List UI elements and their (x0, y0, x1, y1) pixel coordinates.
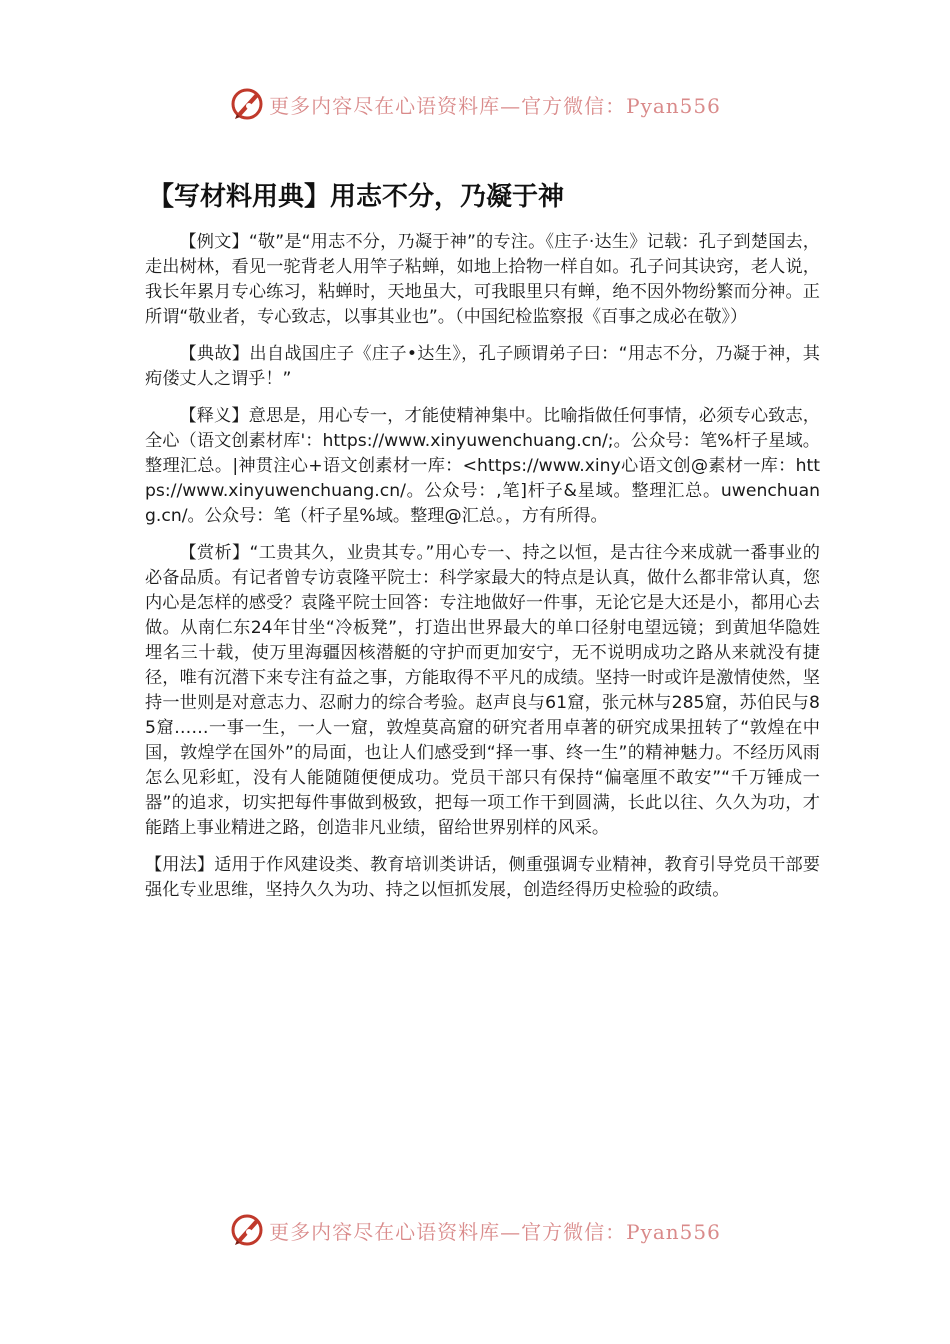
footer-banner (0, 1210, 950, 1250)
paragraph-meaning: 【释义】意思是，用心专一，才能使精神集中。比喻指做任何事情，必须专心致志，全心（语文创素材库'：https://www.xinyuwenchuang.cn/;。公众号：笔%杆子星域。整理汇总。|神贯注心+语文创素材一库：<https://www.xiny心语文创@素材一库：https://www.xinyuwenchuang.cn/。公众号：,笔]杆子&星域。整理汇总。uwenchuang.cn/。公众号：笔（杆子星%域。整理@汇总。，方有所得。 (145, 406, 820, 526)
paragraph-analysis: 【赏析】“工贵其久，业贵其专。”用心专一、持之以恒，是古往今来成就一番事业的必备品质。有记者曾专访袁隆平院士：科学家最大的特点是认真，做什么都非常认真，您内心是怎样的感受？袁隆平院士回答：专注地做好一件事，无论它是大还是小，都用心去做。从南仁东24年甘坐“冷板凳”，打造出世界最大的单口径射电望远镜；到黄旭华隐姓埋名三十载，使万里海疆因核潜艇的守护而更加安宁，无不说明成功之路从来就没有捷径，唯有沉潜下来专注有益之事，方能取得不平凡的成绩。坚持一时或许是激情使然，坚持一世则是对意志力、忍耐力的综合考验。赵声良与61窟，张元林与285窟，苏伯民与85窟……一事一生，一人一窟，敦煌莫高窟的研究者用卓著的研究成果扭转了“敦煌在中国，敦煌学在国外”的局面，也让人们感受到“择一事、终一生”的精神魅力。不经历风雨怎么见彩虹，没有人能随随便便成功。党员干部只有保持“偏毫厘不敢安”“千万锤成一器”的追求，切实把每件事做到极致，把每一项工作干到圆满，长此以往、久久为功，才能踏上事业精进之路，创造非凡业绩，留给世界别样的风采。 (145, 543, 820, 838)
banner-text: 更多内容尽在心语资料库—官方微信：Pyan556 (269, 1219, 721, 1244)
pen-in-circle-logo (229, 1212, 265, 1248)
article-title: 【写材料用典】用志不分，乃凝于神 (148, 182, 565, 212)
pen-in-circle-logo (229, 86, 265, 122)
paragraph-usage: 【用法】适用于作风建设类、教育培训类讲话，侧重强调专业精神，教育引导党员干部要强化专业思维，坚持久久为功、持之以恒抓发展，创造经得历史检验的政绩。 (145, 855, 820, 900)
article-body (145, 230, 820, 915)
paragraph-origin: 【典故】出自战国庄子《庄子•达生》，孔子顾谓弟子曰：“用志不分，乃凝于神，其痀偻丈人之谓乎！” (145, 344, 820, 389)
paragraph-example: 【例文】“敬”是“用志不分，乃凝于神”的专注。《庄子·达生》记载：孔子到楚国去，走出树林，看见一驼背老人用竿子粘蝉，如地上拾物一样自如。孔子问其诀窍，老人说，我长年累月专心练习，粘蝉时，天地虽大，可我眼里只有蝉，绝不因外物纷繁而分神。正所谓“敬业者，专心致志，以事其业也”。（中国纪检监察报《百事之成必在敬》） (145, 232, 820, 327)
header-banner (0, 84, 950, 124)
banner-text: 更多内容尽在心语资料库—官方微信：Pyan556 (269, 93, 721, 118)
